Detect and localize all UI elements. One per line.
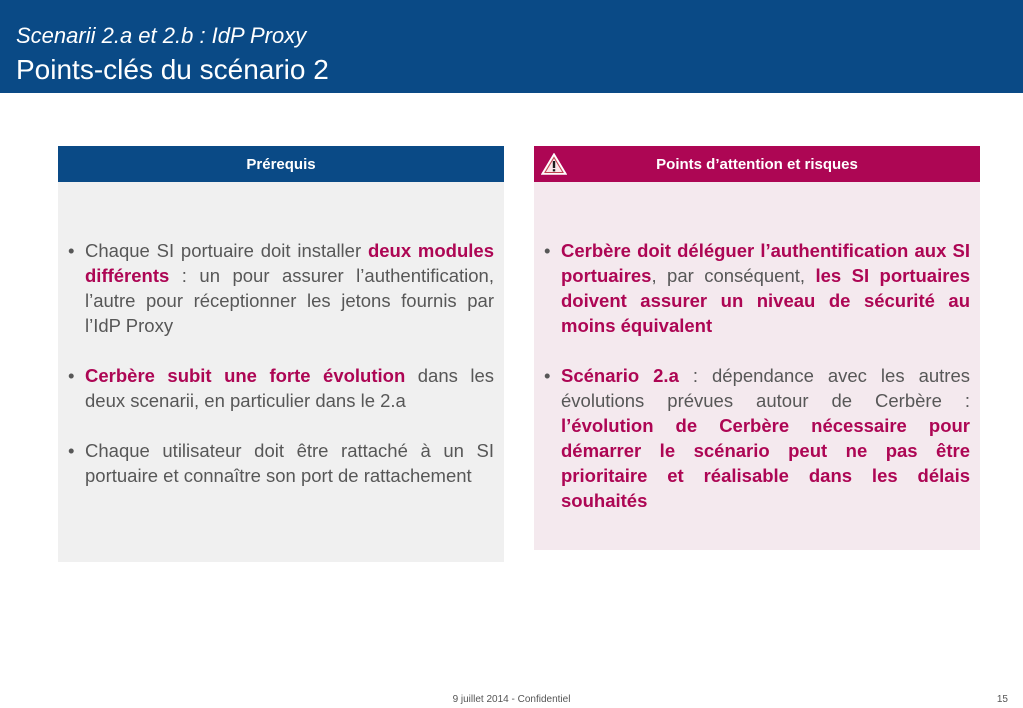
slide-header	[0, 0, 1023, 93]
page-number: 15	[996, 694, 1008, 705]
prerequisites-list	[68, 238, 494, 513]
risks-panel	[534, 146, 980, 550]
bullet-item	[544, 238, 970, 338]
risks-panel-header	[534, 146, 980, 182]
risks-list	[544, 238, 970, 538]
highlighted-text: Cerbère doit déléguer l’authentification aux SI portuaires	[561, 240, 970, 286]
warning-icon	[541, 153, 567, 175]
bullet-text: Chaque SI portuaire doit installer	[85, 240, 368, 261]
bullet-text: Chaque utilisateur doit être rattaché à un SI portuaire et connaître son port de rattachement	[85, 440, 494, 486]
prerequisites-panel-body	[58, 182, 504, 562]
highlighted-text: deux modules différents	[85, 240, 494, 286]
bullet-text: : un pour assurer l’authentification, l’autre pour réceptionner les jetons fournis par l’IdP Proxy	[85, 265, 494, 336]
bullet-text: dans les deux scenarii, en particulier dans le 2.a	[85, 365, 494, 411]
slide-kicker: Scenarii 2.a et 2.b : IdP Proxy	[16, 23, 307, 48]
bullet-item	[68, 238, 494, 338]
highlighted-text: Cerbère subit une forte évolution	[85, 365, 406, 386]
slide-title: Points-clés du scénario 2	[16, 54, 329, 85]
prerequisites-panel-header	[58, 146, 504, 182]
highlighted-text: les SI portuaires doivent assurer un niveau de sécurité au moins équivalent	[561, 265, 970, 336]
risks-panel-body	[534, 182, 980, 550]
footer-text: 9 juillet 2014 - Confidentiel	[452, 694, 571, 705]
risks-panel-title: Points d’attention et risques	[656, 155, 858, 173]
highlighted-text: l’évolution de Cerbère nécessaire pour démarrer le scénario peut ne pas être prioritaire et réalisable dans les délais souhaités	[561, 415, 970, 511]
prerequisites-panel-title: Prérequis	[246, 155, 316, 173]
highlighted-text: Scénario 2.a	[561, 365, 679, 386]
prerequisites-panel	[58, 146, 504, 562]
bullet-item	[68, 438, 494, 488]
bullet-text: : dépendance avec les autres évolutions prévues autour de Cerbère :	[561, 365, 970, 411]
bullet-text: , par conséquent,	[651, 265, 816, 286]
bullet-item	[68, 363, 494, 413]
bullet-item	[544, 363, 970, 513]
